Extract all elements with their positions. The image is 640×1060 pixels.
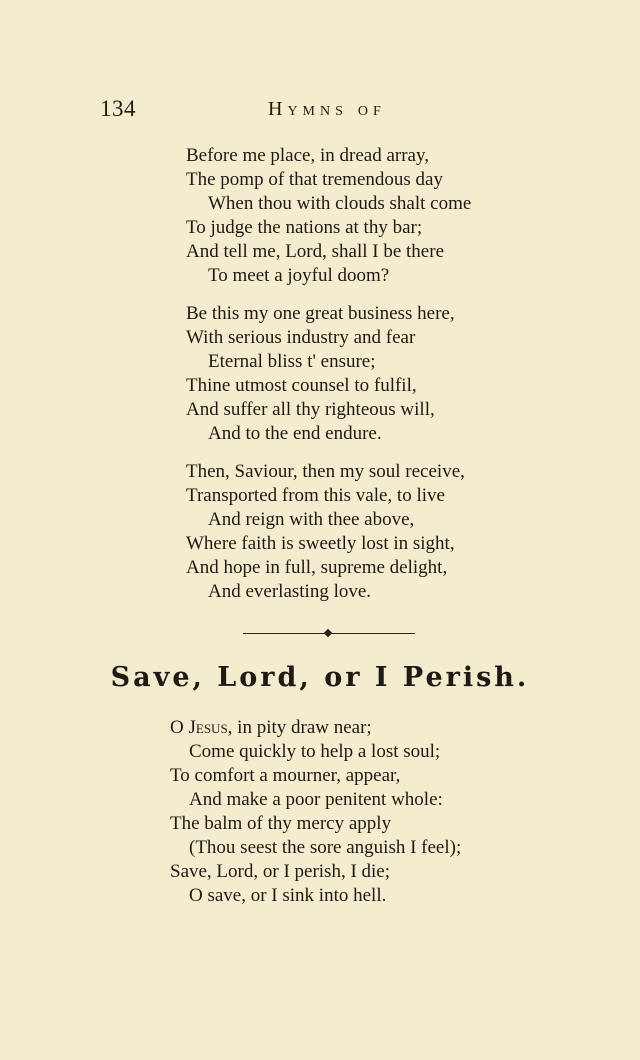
verse-line: Be this my one great business here, [186,303,455,324]
verse-line: And reign with thee above, [208,509,415,530]
verse-line: Come quickly to help a lost soul; [189,741,441,762]
verse-line: And hope in full, supreme delight, [186,557,448,578]
page-header [100,96,560,126]
running-title: Hymns of [268,98,386,120]
verse-line: And make a poor penitent whole: [189,789,443,810]
verse-line: And suffer all thy righteous will, [186,399,435,420]
verse-line: Transported from this vale, to live [186,485,445,506]
opening-name: Jesus [188,717,228,738]
verse-line: And to the end endure. [208,423,382,444]
verse-line: To meet a joyful doom? [208,265,390,286]
verse-line: To comfort a mourner, appear, [170,765,401,786]
verse-line: Save, Lord, or I perish, I die; [170,861,391,882]
hymn-title: Save, Lord, or I Perish. [110,662,530,693]
verse-line: Then, Saviour, then my soul receive, [186,461,465,482]
diamond-ornament-icon [324,629,332,637]
verse-line: Before me place, in dread array, [186,145,429,166]
verse-line: Eternal bliss t' ensure; [208,351,376,372]
first-line-rest: , in pity draw near; [227,717,372,738]
verse-line: The balm of thy mercy apply [170,813,392,834]
verse-line: (Thou seest the sore anguish I feel); [189,837,462,858]
verse-line: And everlasting love. [208,581,372,602]
verse-line: Where faith is sweetly lost in sight, [186,533,455,554]
opening-word: O [170,717,184,738]
verse-line-first [170,716,372,740]
verse-line: Thine utmost counsel to fulfil, [186,375,417,396]
verse-line: O save, or I sink into hell. [189,885,387,906]
verse-line: To judge the nations at thy bar; [186,217,423,238]
page-number: 134 [100,96,136,121]
verse-line: And tell me, Lord, shall I be there [186,241,445,262]
verse-line: When thou with clouds shalt come [208,193,472,214]
verse-line: With serious industry and fear [186,327,416,348]
verse-line: The pomp of that tremendous day [186,169,443,190]
ornamental-divider [243,627,415,639]
